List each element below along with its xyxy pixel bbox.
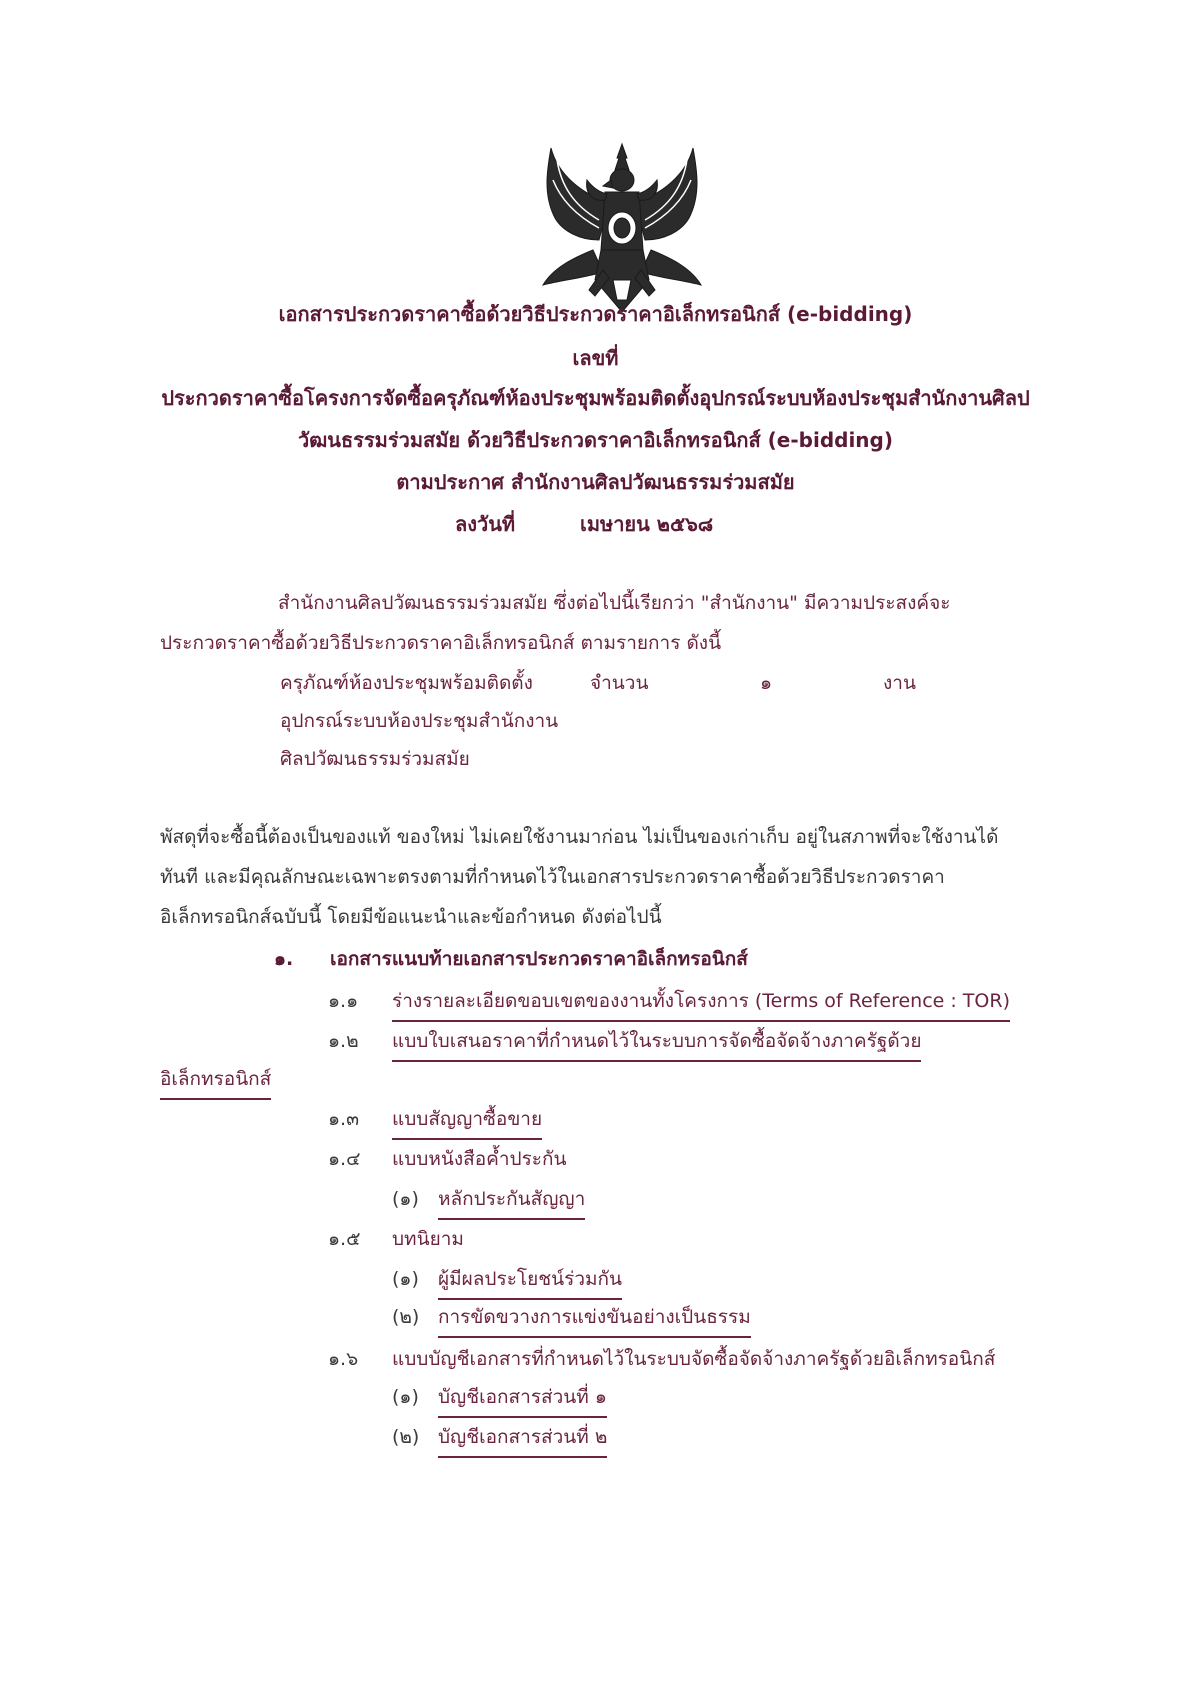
attachment-doc-list-label: แบบบัญชีเอกสารที่กำหนดไว้ในระบบจัดซื้อจัดจ้างภาครัฐด้วยอิเล็กทรอนิกส์	[392, 1348, 996, 1370]
item-number: ๑.๑	[328, 990, 359, 1012]
attachment-doc-part-2-link[interactable]: บัญชีเอกสารส่วนที่ ๒	[438, 1422, 607, 1458]
item-line-1: ครุภัณฑ์ห้องประชุมพร้อมติดตั้ง	[280, 672, 533, 694]
attachment-fair-competition-link[interactable]: การขัดขวางการแข่งขันอย่างเป็นธรรม	[438, 1302, 751, 1338]
project-title-line-1: ประกวดราคาซื้อโครงการจัดซื้อครุภัณฑ์ห้องประชุมพร้อมติดตั้งอุปกรณ์ระบบห้องประชุมสำนักงานศิลป	[161, 386, 1030, 410]
section-title: เอกสารแนบท้ายเอกสารประกวดราคาอิเล็กทรอนิกส์	[330, 948, 748, 970]
paragraph-line-1: พัสดุที่จะซื้อนี้ต้องเป็นของแท้ ของใหม่ ไม่เคยใช้งานมาก่อน ไม่เป็นของเก่าเก็บ อยู่ในสภาพที่จะใช้งานได้	[160, 826, 999, 848]
project-title-line-2: วัฒนธรรมร่วมสมัย ด้วยวิธีประกวดราคาอิเล็กทรอนิกส์ (e-bidding)	[298, 428, 893, 452]
attachment-doc-part-1-link[interactable]: บัญชีเอกสารส่วนที่ ๑	[438, 1382, 607, 1418]
attachment-bid-form-link-cont[interactable]: อิเล็กทรอนิกส์	[160, 1064, 271, 1100]
announcement-line: ตามประกาศ สำนักงานศิลปวัฒนธรรมร่วมสมัย	[396, 470, 795, 494]
item-line-2: อุปกรณ์ระบบห้องประชุมสำนักงาน	[280, 710, 559, 732]
item-number: ๑.๒	[328, 1030, 359, 1052]
paragraph-line-3: อิเล็กทรอนิกส์ฉบับนี้ โดยมีข้อแนะนำและข้อกำหนด ดังต่อไปนี้	[160, 906, 662, 928]
attachment-tor-link[interactable]: ร่างรายละเอียดขอบเขตของงานทั้งโครงการ (Terms of Reference : TOR)	[392, 986, 1010, 1022]
item-qty-label: จำนวน	[590, 672, 649, 694]
section-number: ๑.	[274, 948, 294, 970]
sub-item-number: (๒)	[392, 1426, 420, 1448]
sub-item-number: (๑)	[392, 1386, 419, 1408]
item-unit: งาน	[883, 672, 916, 694]
document-number-label: เลขที่	[572, 346, 619, 370]
item-number: ๑.๕	[328, 1228, 361, 1250]
attachment-joint-interest-link[interactable]: ผู้มีผลประโยชน์ร่วมกัน	[438, 1264, 622, 1300]
paragraph-line-2: ทันที และมีคุณลักษณะเฉพาะตรงตามที่กำหนดไว้ในเอกสารประกวดราคาซื้อด้วยวิธีประกวดราคา	[160, 866, 945, 888]
attachment-contract-link[interactable]: แบบสัญญาซื้อขาย	[392, 1104, 542, 1140]
sub-item-number: (๑)	[392, 1188, 419, 1210]
item-number: ๑.๔	[328, 1148, 361, 1170]
sub-item-number: (๑)	[392, 1268, 419, 1290]
attachment-contract-security-link[interactable]: หลักประกันสัญญา	[438, 1184, 585, 1220]
attachment-guarantee-label: แบบหนังสือค้ำประกัน	[392, 1148, 567, 1170]
sub-item-number: (๒)	[392, 1306, 420, 1328]
item-number: ๑.๓	[328, 1108, 360, 1130]
document-title: เอกสารประกวดราคาซื้อด้วยวิธีประกวดราคาอิเล็กทรอนิกส์ (e-bidding)	[278, 302, 913, 326]
intro-line-2: ประกวดราคาซื้อด้วยวิธีประกวดราคาอิเล็กทรอนิกส์ ตามรายการ ดังนี้	[160, 632, 722, 654]
attachment-bid-form-link[interactable]: แบบใบเสนอราคาที่กำหนดไว้ในระบบการจัดซื้อจัดจ้างภาครัฐด้วย	[392, 1026, 921, 1062]
date-value: เมษายน ๒๕๖๘	[580, 512, 714, 536]
date-label: ลงวันที่	[455, 512, 516, 536]
item-line-3: ศิลปวัฒนธรรมร่วมสมัย	[280, 748, 470, 770]
item-qty: ๑	[760, 672, 773, 694]
item-number: ๑.๖	[328, 1348, 359, 1370]
garuda-emblem-icon	[533, 140, 711, 315]
intro-line-1: สำนักงานศิลปวัฒนธรรมร่วมสมัย ซึ่งต่อไปนี้เรียกว่า "สำนักงาน" มีความประสงค์จะ	[278, 592, 951, 614]
attachment-definitions-label: บทนิยาม	[392, 1228, 464, 1250]
